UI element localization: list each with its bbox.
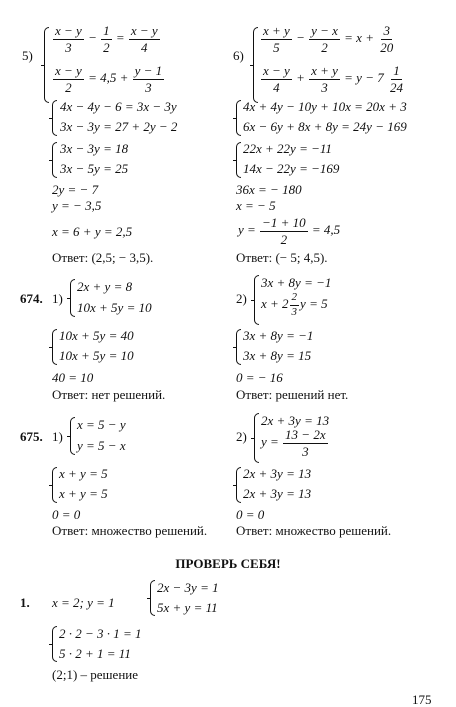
equation: 3x + 8y = −1 [243, 328, 314, 343]
answer: Ответ: решений нет. [236, 387, 349, 402]
equation: y = − 3,5 [52, 198, 102, 213]
equation: x = − 5 [236, 198, 276, 213]
brace [52, 467, 57, 503]
equation: 3x + 8y = 15 [243, 348, 312, 363]
answer: Ответ: множество решений. [236, 523, 392, 538]
equation: 3x + 8y = −1 [261, 275, 332, 290]
equation: $\frac{x + y}{5}$ − $\frac{y - x}{2}$ = x + $\frac{3}{20}$ [263, 23, 394, 55]
sub-label: 1) [52, 429, 63, 444]
equation: y = 5 − x [77, 438, 126, 453]
brace [70, 279, 75, 317]
brace [253, 27, 258, 103]
brace [236, 142, 241, 178]
label-5: 5) [22, 48, 33, 63]
sub-label: 1) [52, 291, 63, 306]
equation: y = $\frac{-1 + 10}{2}$ = 4,5 [238, 215, 341, 247]
equation: 5x + y = 11 [157, 600, 218, 615]
problem-number: 675. [20, 429, 43, 444]
answer: Ответ: (− 5; 4,5). [236, 250, 328, 265]
brace [52, 142, 57, 178]
equation: 4x − 4y − 6 = 3x − 3y [60, 99, 177, 114]
result: (2;1) – решение [52, 667, 139, 682]
equation: 10x + 5y = 10 [77, 300, 152, 315]
answer: Ответ: множество решений. [52, 523, 208, 538]
brace [150, 580, 155, 616]
equation: 3x − 3y = 18 [60, 141, 129, 156]
equation: 5 · 2 + 1 = 11 [59, 646, 131, 661]
page-number: 175 [412, 692, 432, 707]
equation: 4x + 4y − 10y + 10x = 20x + 3 [243, 99, 407, 114]
brace [236, 467, 241, 503]
equation: $\frac{x - y}{4}$ + $\frac{x + y}{3}$ = y − 7 $\frac{1}{24}$ [263, 63, 403, 95]
equation: x = 6 + y = 2,5 [52, 224, 133, 239]
equation: 10x + 5y = 40 [59, 328, 134, 343]
label-6: 6) [233, 48, 244, 63]
equation: 2x + 3y = 13 [261, 413, 330, 428]
equation: 22x + 22y = −11 [243, 141, 332, 156]
equation: x = 5 − y [77, 417, 126, 432]
equation: 40 = 10 [52, 370, 94, 385]
equation: 2 · 2 − 3 · 1 = 1 [59, 626, 142, 641]
equation: 14x − 22y = −169 [243, 161, 340, 176]
brace [236, 329, 241, 365]
equation: 3x − 3y = 27 + 2y − 2 [60, 119, 178, 134]
problem-number: 674. [20, 291, 43, 306]
brace [44, 27, 49, 103]
problem-number: 1. [20, 595, 30, 610]
brace [52, 329, 57, 365]
brace [236, 100, 241, 136]
equation: 10x + 5y = 10 [59, 348, 134, 363]
equation: 3x − 5y = 25 [60, 161, 129, 176]
equation: 36x = − 180 [236, 182, 302, 197]
brace [254, 413, 259, 463]
equation: x + y = 5 [59, 486, 108, 501]
brace [52, 100, 57, 136]
equation: 2x − 3y = 1 [157, 580, 219, 595]
equation: x + 2 $\frac{2}{3}$ y = 5 [261, 291, 328, 318]
equation: y = $\frac{13 - 2x}{3}$ [261, 427, 326, 459]
equation: 0 = − 16 [236, 370, 283, 385]
answer: Ответ: нет решений. [52, 387, 166, 402]
equation: x + y = 5 [59, 466, 108, 481]
equation: 6x − 6y + 8x + 8y = 24y − 169 [243, 119, 407, 134]
equation: 2x + 3y = 13 [243, 486, 312, 501]
equation: 2x + y = 8 [77, 279, 133, 294]
equation: $\frac{x - y}{3}$ − $\frac{1}{2}$ = $\frac{x - y}{4}$ [55, 23, 158, 55]
equation: 2y = − 7 [52, 182, 99, 197]
sub-label: 2) [236, 291, 247, 306]
brace [52, 626, 57, 662]
equation: $\frac{x - y}{2}$ = 4,5 + $\frac{y - 1}{3}$ [55, 63, 163, 95]
answer: Ответ: (2,5; − 3,5). [52, 250, 154, 265]
brace [70, 417, 75, 455]
equation: 0 = 0 [52, 507, 81, 522]
sub-label: 2) [236, 429, 247, 444]
equation: 0 = 0 [236, 507, 265, 522]
brace [254, 275, 259, 325]
equation: x = 2; y = 1 [52, 595, 115, 610]
section-title: ПРОВЕРЬ СЕБЯ! [175, 556, 281, 571]
equation: 2x + 3y = 13 [243, 466, 312, 481]
